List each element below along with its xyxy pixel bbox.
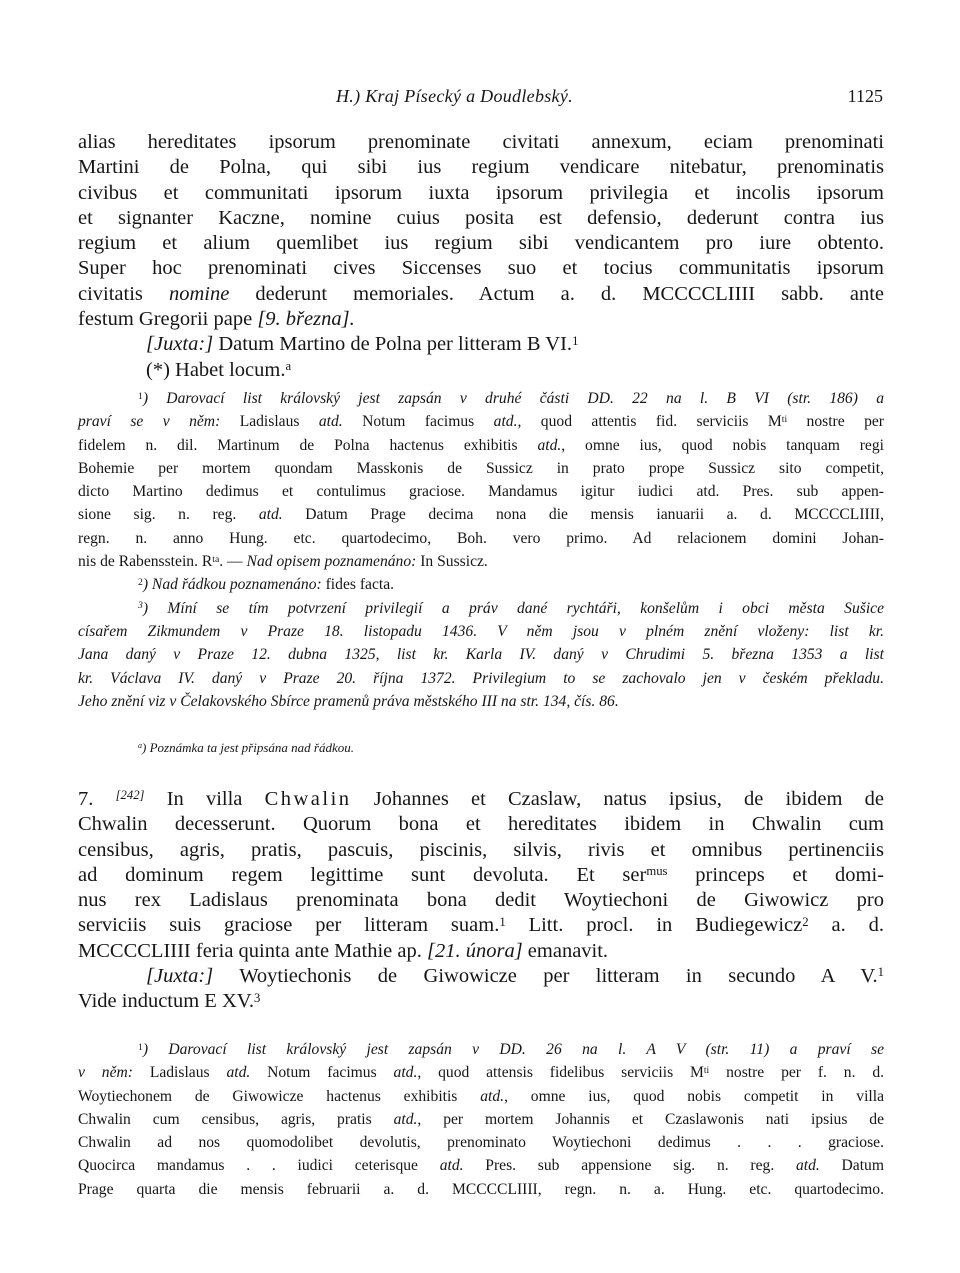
italic-word: nomine xyxy=(168,282,230,305)
text-segment: , per mortem Johannis et Czaslawonis nati ipsius de xyxy=(417,1110,884,1128)
text-segment: festum Gregorii pape xyxy=(78,308,258,331)
text-segment: nostre per f. n. d. xyxy=(709,1064,885,1082)
habet-line xyxy=(78,358,884,383)
footnote-mark: 1 xyxy=(138,1041,143,1053)
text-line: dicto Martino dedimus et contulimus graciose. Mandamus igitur iudici atd. Pres. sub appen- xyxy=(78,483,884,501)
page-number: 1125 xyxy=(847,86,883,106)
text-line xyxy=(78,410,884,433)
text-segment: v něm: xyxy=(78,1064,150,1082)
text-segment: emanavit. xyxy=(522,939,609,962)
footnote-1 xyxy=(78,1038,884,1061)
text-line xyxy=(78,1154,884,1177)
text-line: Jana daný v Praze 12. dubna 1325, list kr. Karla IV. daný v Chrudimi 5. března 1353 a list xyxy=(78,646,884,664)
text-segment: praví se v něm: xyxy=(78,413,240,431)
text-segment: , quod attensis fidelibus serviciis M xyxy=(417,1064,704,1082)
text-line: civibus et communitati ipsorum iuxta ipsorum privilegia et incolis ipsorum xyxy=(78,181,884,204)
text-segment: Notum facimus xyxy=(250,1064,394,1082)
text-line xyxy=(78,434,884,457)
text-segment: atd. xyxy=(226,1064,251,1082)
text-segment: princeps et domi- xyxy=(667,863,884,886)
text-segment: , omne ius, quod nobis tanquam regi xyxy=(561,436,884,454)
superscript: mus xyxy=(646,864,668,879)
footnote-mark: 2 xyxy=(138,577,143,589)
text-segment: ) Darovací list královský jest zapsán v DD. 26 na l. A V (str. 11) a praví se xyxy=(142,1041,884,1058)
place-name: Chwalin xyxy=(264,788,352,810)
text-line xyxy=(78,1108,884,1131)
text-segment: serviciis suis graciose per litteram suam. xyxy=(78,914,500,937)
text-line: kr. Václava IV. daný v Praze 20. října 1372. Privilegium to se zachovalo jen v českém překladu. xyxy=(78,669,884,687)
text-segment: a. d. xyxy=(808,914,884,937)
text-segment: Quocirca mandamus . . iudici ceterisque xyxy=(78,1157,440,1175)
text-line xyxy=(78,282,884,307)
footnote-1 xyxy=(78,387,884,410)
text-segment: fidelem n. dil. Martinum de Polna hactenus exhibitis xyxy=(78,436,538,454)
text-line: Chwalin ad nos quomodolibet devolutis, prenominato Woytiechoni dedimus . . . graciose. xyxy=(78,1134,884,1152)
text-segment: Woytiechonis de Giwowicze per litteram in secundo A V. xyxy=(213,965,878,988)
text-segment: ) Darovací list královský jest zapsán v druhé části DD. 22 na l. B VI (str. 186) a xyxy=(142,390,884,407)
footnotes-entry-7 xyxy=(78,1038,884,1201)
text-segment: Pres. sub appensione sig. n. reg. xyxy=(463,1157,796,1175)
text-line: císařem Zikmundem v Praze 18. listopadu 1436. V něm jsou v plném znění vloženy: list kr. xyxy=(78,622,884,640)
footnote-ref: 1 xyxy=(877,965,884,980)
entry-7 xyxy=(78,787,884,1015)
juxta-line xyxy=(78,332,884,357)
entry-ref: [242] xyxy=(115,788,145,803)
superscript: ti xyxy=(703,1064,710,1076)
text-segment: , omne ius, quod nobis competit in villa xyxy=(504,1087,884,1105)
text-segment: atd. xyxy=(795,1157,820,1175)
text-segment: atd. xyxy=(537,436,562,454)
text-segment: Vide inductum E XV. xyxy=(78,990,255,1013)
text-segment: ad dominum regem legittime sunt devoluta. Et ser xyxy=(78,863,647,886)
text-line xyxy=(78,863,884,888)
text-segment: nis de Rabensstein. R xyxy=(78,553,213,571)
footnote-ref: 3 xyxy=(254,990,261,1005)
text-segment: atd. xyxy=(439,1157,464,1175)
text-line xyxy=(78,913,884,938)
footnote-ref: 2 xyxy=(802,914,809,929)
text-segment: . — xyxy=(219,553,247,571)
text-line xyxy=(78,503,884,526)
text-line xyxy=(78,1061,884,1084)
text-line xyxy=(78,939,884,964)
text-segment: In villa xyxy=(144,788,265,810)
text-segment: atd. xyxy=(318,413,343,431)
text-segment: ) Poznámka ta jest připsána nad řádkou. xyxy=(142,740,354,755)
text-segment: Datum Prage decima nona die mensis ianuarii a. d. MCCCCLIIII, xyxy=(282,506,884,524)
text-line xyxy=(78,550,884,573)
superscript: ti xyxy=(781,413,788,425)
text-line: Martini de Polna, qui sibi ius regium vendicare nitebatur, prenominatis xyxy=(78,156,884,179)
juxta-line xyxy=(78,964,884,989)
text-segment: Nad opisem poznamenáno: xyxy=(246,553,417,571)
text-segment: civitatis xyxy=(78,282,169,305)
text-line: Prage quarta die mensis februarii a. d. MCCCCLIIII, regn. n. a. Hung. etc. quartodecimo. xyxy=(78,1180,884,1198)
text-segment: Litt. procl. in Budiegewicz xyxy=(505,914,803,937)
text-segment: fides facta. xyxy=(321,576,395,594)
text-line: Jeho znění viz v Čelakovského Sbírce pramenů práva městského III na str. 134, čís. 86. xyxy=(78,692,619,710)
text-segment: Datum Martino de Polna per litteram B VI. xyxy=(213,333,573,356)
text-segment: Chwalin cum censibus, agris, pratis xyxy=(78,1110,394,1128)
footnote-ref: a xyxy=(285,358,292,373)
footnote-ref: 1 xyxy=(572,333,579,348)
text-segment: atd. xyxy=(258,506,283,524)
superscript: ta xyxy=(212,553,220,565)
text-line: et signanter Kaczne, nomine cuius posita est defensio, dederunt contra ius xyxy=(78,206,884,229)
text-segment: Johannes et Czaslaw, natus ipsius, de ibidem de xyxy=(351,788,885,810)
text-line: nus rex Ladislaus prenominata bona dedit Woytiechoni de Giwowicz pro xyxy=(78,889,884,912)
text-segment: (*) Habet locum. xyxy=(146,358,286,381)
entry-number: 7. xyxy=(78,788,94,810)
text-segment: sione sig. n. reg. xyxy=(78,506,259,524)
footnote-3 xyxy=(78,597,884,620)
juxta-label: [Juxta:] xyxy=(146,965,214,988)
text-line: alias hereditates ipsorum prenominate civitati annexum, eciam prenominati xyxy=(78,131,884,153)
text-line xyxy=(78,1085,884,1108)
footnote-2 xyxy=(78,573,884,596)
juxta-label: [Juxta:] xyxy=(146,333,214,356)
footnotes-entry-1 xyxy=(78,387,884,713)
text-line: regium et alium quemlibet ius regium sibi vendicantem pro iure obtento. xyxy=(78,232,884,255)
text-line xyxy=(78,989,884,1014)
text-segment: Ladislaus xyxy=(149,1064,227,1082)
text-line: Super hoc prenominati cives Siccenses suo et tocius communitatis ipsorum xyxy=(78,257,884,280)
entry-continuation xyxy=(78,130,884,383)
text-segment: Woytiechonem de Giwowicze hactenus exhibitis xyxy=(78,1087,481,1105)
text-segment: Notum facimus xyxy=(342,413,494,431)
text-segment: Datum xyxy=(819,1157,884,1175)
text-segment: ) Míní se tím potvrzení privilegií a práv dané rychtáři, konšelům i obci města Sušice xyxy=(142,599,884,617)
text-segment: atd. xyxy=(393,1064,418,1082)
page-header xyxy=(0,86,960,110)
text-line xyxy=(78,787,884,812)
text-line: regn. n. anno Hung. etc. quartodecimo, Boh. vero primo. Ad relacionem domini Johan- xyxy=(78,529,884,547)
footnote-mark: a xyxy=(138,741,143,751)
footnote-mark: 1 xyxy=(138,390,143,402)
text-segment: Ladislaus xyxy=(239,413,319,431)
text-line xyxy=(78,307,884,332)
text-segment: ) Nad řádkou poznamenáno: xyxy=(142,576,322,594)
text-segment: In Sussicz. xyxy=(416,553,488,571)
date-note: [21. února] xyxy=(426,939,523,962)
text-segment: MCCCCLIIII feria quinta ante Mathie ap. xyxy=(78,939,427,962)
text-segment: , quod attentis fid. serviciis M xyxy=(517,413,782,431)
text-segment: atd. xyxy=(480,1087,505,1105)
text-segment: dederunt memoriales. Actum a. d. MCCCCLIIII sabb. ante xyxy=(229,282,884,305)
text-segment: nostre per xyxy=(787,413,885,431)
text-line: Bohemie per mortem quondam Masskonis de Sussicz in prato prope Sussicz sito competit, xyxy=(78,459,884,477)
date-note: [9. března]. xyxy=(257,308,355,331)
text-line: Chwalin decesserunt. Quorum bona et hereditates ibidem in Chwalin cum xyxy=(78,813,884,836)
running-title: H.) Kraj Písecký a Doudlebský. xyxy=(336,86,573,106)
text-segment: atd. xyxy=(393,1110,418,1128)
footnote-mark: 3 xyxy=(138,600,143,612)
footnote-a xyxy=(138,738,944,758)
text-line: censibus, agris, pratis, pascuis, piscinis, silvis, rivis et omnibus pertinenciis xyxy=(78,838,884,861)
text-segment: atd. xyxy=(493,413,518,431)
footnote-ref: 1 xyxy=(499,914,506,929)
